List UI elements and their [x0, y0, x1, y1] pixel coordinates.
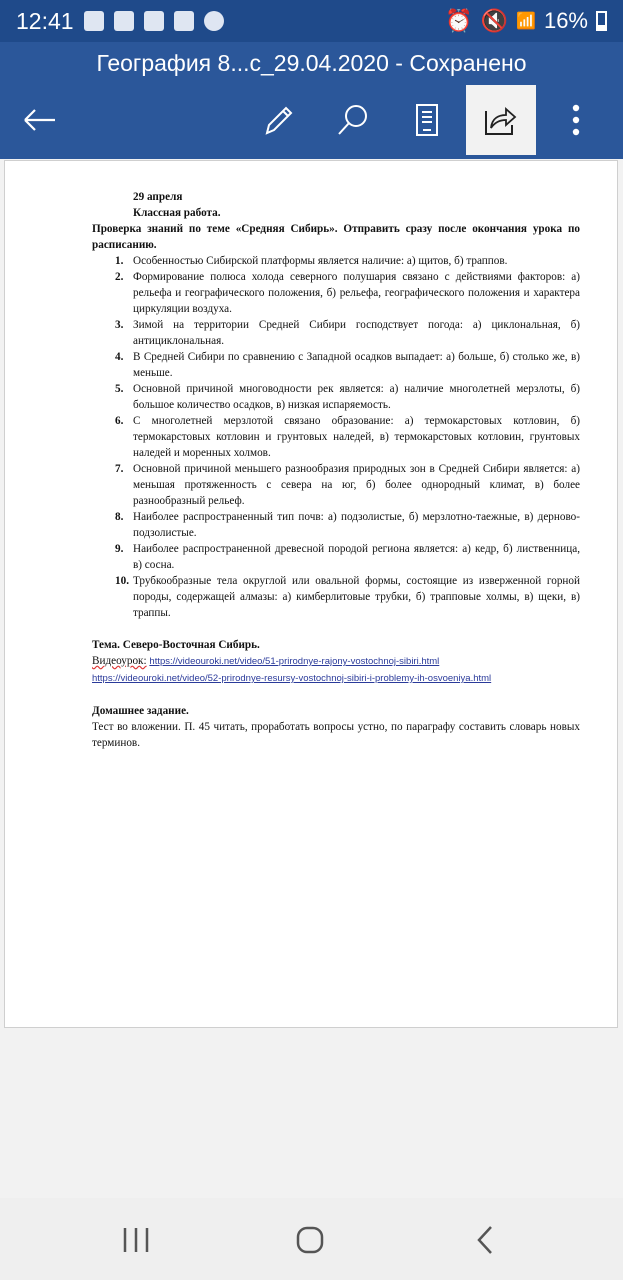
question-number: 9. [115, 543, 124, 555]
question-item [92, 573, 580, 621]
question-text: Основной причиной многоводности рек является: а) наличие многолетней мерзлоты, б) большое количество осадков, в) низкая испаряемость. [133, 383, 580, 411]
edit-button[interactable] [243, 85, 313, 155]
home-button[interactable] [285, 1220, 335, 1260]
mobile-view-icon [414, 103, 440, 137]
shield-notification-icon [204, 11, 224, 31]
alarm-icon: ⏰ [445, 8, 473, 33]
document-page[interactable] [4, 160, 618, 1028]
wifi-icon: 📶 [516, 13, 536, 30]
back-button[interactable] [5, 85, 75, 155]
question-text: С многолетней мерзлотой связано образование: а) термокарстовых котловин, б) термокарстовых котловин и грунтовых наледей, в) термокарстовых котловин, грунтовых наледей и моренных холмов. [133, 415, 580, 459]
search-button[interactable] [318, 85, 388, 155]
question-number: 1. [115, 255, 124, 267]
status-bar [0, 0, 623, 42]
question-text: Зимой на территории Средней Сибири господствует погода: а) циклональная, б) антициклональная. [133, 319, 580, 347]
notification-icon [114, 11, 134, 31]
question-number: 7. [115, 463, 124, 475]
question-text: Особенностью Сибирской платформы является наличие: а) щитов, б) траппов. [133, 255, 508, 267]
notification-icon [84, 11, 104, 31]
system-back-button[interactable] [460, 1220, 510, 1260]
question-text: В Средней Сибири по сравнению с Западной осадков выпадает: а) больше, б) столько же, в) меньше. [133, 351, 580, 379]
checkbox-notification-icon [144, 11, 164, 31]
question-item [92, 509, 580, 541]
question-text: Наиболее распространенный тип почв: а) подзолистые, б) мерзлотно-таежные, в) дерново-подзолистые. [133, 511, 580, 539]
question-item [92, 269, 580, 317]
document-title: География 8...с_29.04.2020 - Сохранено [96, 50, 527, 76]
question-number: 4. [115, 351, 124, 363]
search-icon [336, 103, 370, 137]
heading: Проверка знаний по теме «Средняя Сибирь». Отправить сразу после окончания урока по расписанию. [92, 223, 580, 251]
class-work-label: Классная работа. [133, 207, 221, 219]
question-item [92, 461, 580, 509]
question-text: Формирование полюса холода северного полушария связано с действиями факторов: а) рельефа и географического положения, б) рельефа, географического положения и характера циркуляции воздуха. [133, 271, 580, 315]
video-label: Видеоурок: [92, 655, 147, 667]
arrow-left-icon [23, 108, 57, 132]
app-bar [0, 42, 623, 159]
battery-text: 16% [543, 8, 588, 33]
question-text: Основной причиной меньшего разнообразия природных зон в Средней Сибири является: а) меньшая протяженность с севера на юг, б) более однородный климат, в) более разнообразный рельеф. [133, 463, 580, 507]
recent-apps-icon [122, 1227, 150, 1253]
status-time: 12:41 [16, 7, 74, 34]
questions-list [92, 253, 580, 621]
question-text: Наиболее распространенной древесной породой региона является: а) кедр, б) лиственница, в) сосна. [133, 543, 580, 571]
mobile-view-button[interactable] [392, 85, 462, 155]
question-number: 10. [115, 575, 129, 587]
question-item [92, 541, 580, 573]
question-number: 8. [115, 511, 124, 523]
video-link-2[interactable]: https://videouroki.net/video/52-prirodnye-resursy-vostochnoj-sibiri-i-problemy-ih-osvoeniya.html [92, 673, 492, 684]
question-item [92, 349, 580, 381]
question-item [92, 253, 580, 269]
home-icon [295, 1225, 325, 1255]
pencil-icon [261, 103, 295, 137]
question-number: 6. [115, 415, 124, 427]
more-options-button[interactable] [541, 85, 611, 155]
battery-icon [596, 11, 607, 31]
share-icon [483, 103, 519, 137]
system-nav-bar [0, 1198, 623, 1280]
share-button[interactable] [466, 85, 536, 155]
more-vertical-icon [571, 103, 581, 137]
question-item [92, 381, 580, 413]
video-lesson-line [92, 653, 580, 670]
mute-icon: 🔇 [480, 8, 509, 33]
chevron-left-icon [475, 1225, 495, 1255]
question-number: 2. [115, 271, 124, 283]
question-text: Трубкообразные тела округлой или овальной формы, состоящие из изверженной горной породы, содержащей алмазы: а) кимберлитовые трубки, б) трапповые холмы, в) щеки, в) траппы. [133, 575, 580, 619]
gallery-notification-icon [174, 11, 194, 31]
homework-title: Домашнее задание. [92, 705, 189, 717]
date: 29 апреля [133, 191, 183, 203]
video-link-1[interactable]: https://videouroki.net/video/51-prirodnye-rajony-vostochnoj-sibiri.html [149, 656, 440, 667]
question-number: 3. [115, 319, 124, 331]
topic: Тема. Северо-Восточная Сибирь. [92, 639, 260, 651]
document-content [92, 189, 580, 751]
homework-text: Тест во вложении. П. 45 читать, проработать вопросы устно, по параграфу составить словарь новых терминов. [92, 721, 580, 749]
question-number: 5. [115, 383, 124, 395]
recent-apps-button[interactable] [111, 1220, 161, 1260]
question-item [92, 413, 580, 461]
question-item [92, 317, 580, 349]
